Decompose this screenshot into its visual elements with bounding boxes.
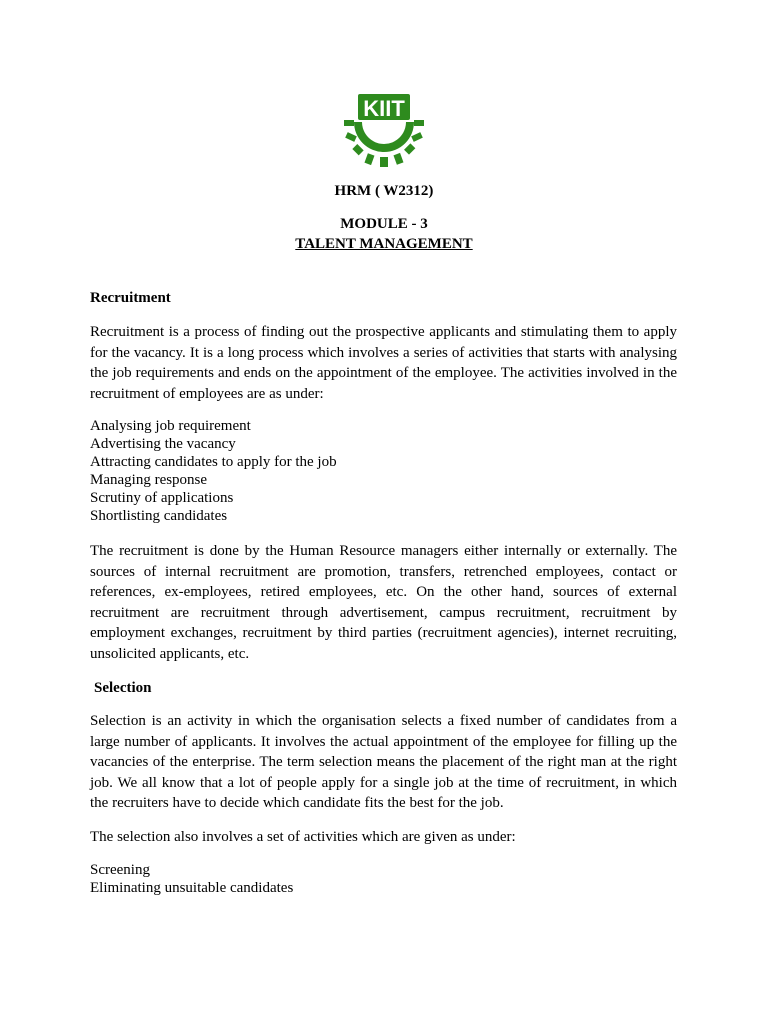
list-item: Attracting candidates to apply for the job (90, 454, 337, 470)
recruitment-intro: Recruitment is a process of finding out the prospective applicants and stimulating them to apply for the vacancy. It is a long process which involves a series of activities that starts with analysing the job requirements and ends on the appointment of the employee. The activities involved in the recruitment of employees are as under: (90, 324, 677, 402)
course-code: HRM ( W2312) (334, 183, 434, 199)
page-title: TALENT MANAGEMENT (295, 236, 473, 252)
selection-activities-intro: The selection also involves a set of activities which are given as under: (90, 829, 516, 845)
recruitment-heading: Recruitment (90, 290, 171, 306)
list-item: Managing response (90, 472, 208, 488)
recruitment-sources: The recruitment is done by the Human Resource managers either internally or externally. The sources of internal recruitment are promotion, transfers, retrenched employees, contact or references, ex-employees, retired employees, etc. On the other hand, sources of external recruitment are recruitment through advertisement, campus recruitment, recruitment by employment exchanges, recruitment by third parties (recruitment agencies), internet recruiting, unsolicited applicants, etc. (90, 543, 677, 662)
module-label: MODULE - 3 (340, 216, 428, 232)
selection-intro: Selection is an activity in which the organisation selects a fixed number of candidates from a large number of applicants. It involves the actual appointment of the employee for filling up the vacancies of the enterprise. The term selection means the placement of the right man at the right job. We all know that a lot of people apply for a single job at the time of recruitment, in which the recruiters have to decide which candidate fits the best for the job. (90, 713, 677, 811)
svg-text:KIIT: KIIT (363, 96, 405, 121)
list-item: Advertising the vacancy (90, 436, 236, 452)
title-wrapper (0, 234, 768, 254)
list-item: Scrutiny of applications (90, 490, 234, 506)
list-item: Analysing job requirement (90, 418, 251, 434)
selection-activities-list (90, 861, 293, 897)
list-item: Screening (90, 862, 150, 878)
list-item: Eliminating unsuitable candidates (90, 880, 294, 896)
selection-heading: Selection (94, 680, 152, 696)
recruitment-activities-list (90, 417, 337, 525)
kiit-logo-icon (340, 92, 428, 168)
list-item: Shortlisting candidates (90, 508, 228, 524)
